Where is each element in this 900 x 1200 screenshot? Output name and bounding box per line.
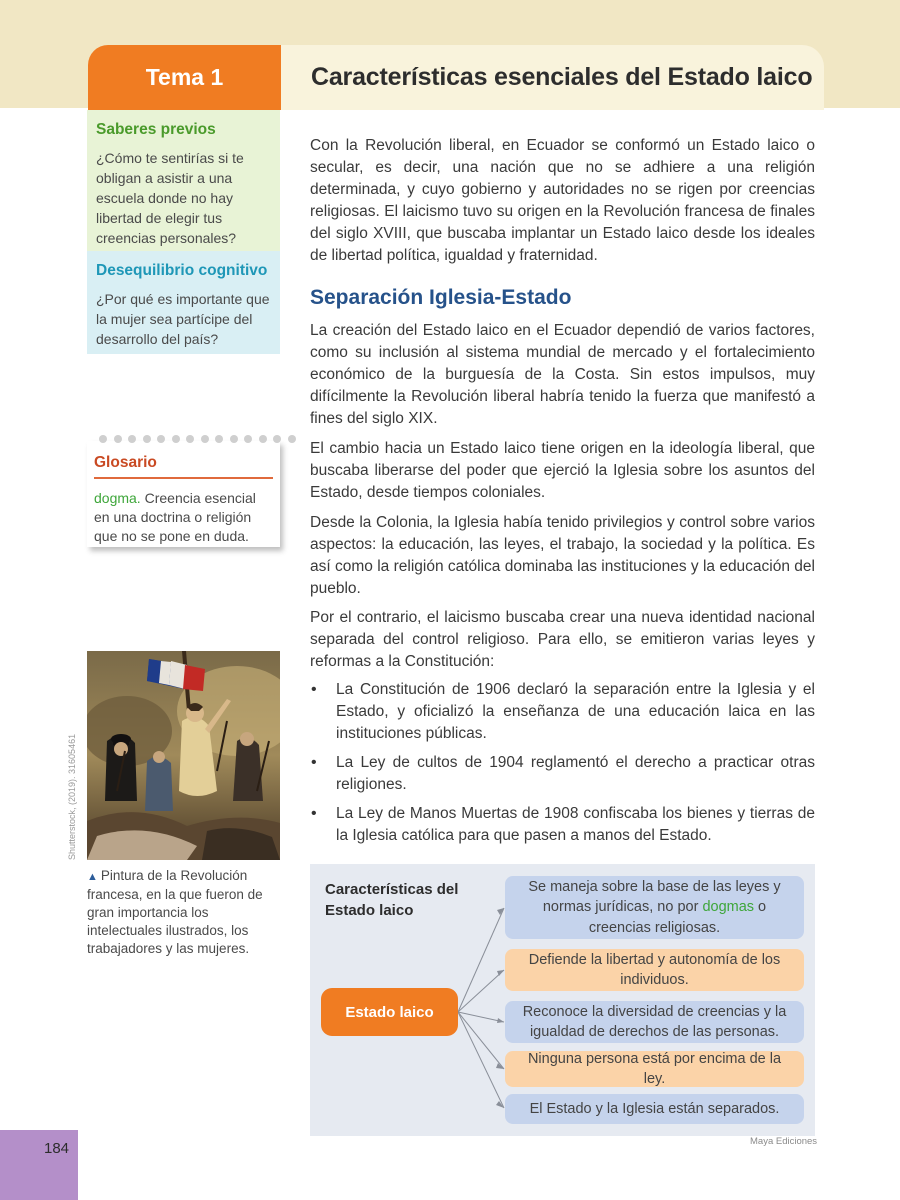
intro-paragraph: Con la Revolución liberal, en Ecuador se conformó un Estado laico o secular, es decir, una nación que no se adhiere a una religión determinada, y cuyo gobierno y autoridades no se rigen por creencias religiosas. El laicismo tuvo su origen en la Revolución francesa de finales del siglo XVIII, que buscaba implantar un Estado laico desde los ideales de libertad política, igualdad y fraternidad. [310, 137, 815, 264]
node-text: Se maneja sobre la base de las leyes y normas jurídicas, no por [528, 878, 781, 916]
body-paragraph: Por el contrario, el laicismo buscaba crear una nueva identidad nacional separada del control religioso. Para ello, se emitieron varias leyes y reformas a la Constitución: [310, 609, 815, 670]
tema-tab [88, 45, 281, 110]
list-item: • La Constitución de 1906 declaró la separación entre la Iglesia y el Estado, y oficializó la enseñanza de una educación laica en las instituciones públicas. [310, 679, 815, 745]
list-item: • La Ley de Manos Muertas de 1908 confiscaba los bienes y tierras de la Iglesia católica para que pasen a manos del Estado. [310, 803, 815, 847]
node-keyword: dogmas [702, 899, 755, 916]
title-tab [281, 45, 824, 110]
diagram-node-leyes [505, 876, 804, 939]
saberes-previos-box [87, 110, 280, 251]
body-paragraph: Desde la Colonia, la Iglesia había tenido privilegios y control sobre varios aspectos: la educación, las leyes, el trabajo, la sociedad y la política. Es así como la religión católica dominaba las instituciones y la educación del pueblo. [310, 514, 815, 597]
tema-label: Tema 1 [145, 64, 224, 90]
concept-diagram [310, 864, 815, 1136]
page-title: Características esenciales del Estado laico [311, 63, 813, 91]
saberes-heading: Saberes previos [96, 121, 216, 138]
caption-triangle-icon: ▲ [87, 871, 98, 883]
publisher-credit: Maya Ediciones [750, 1136, 818, 1147]
image-caption [87, 867, 280, 958]
diagram-title: Características del Estado laico [325, 881, 459, 919]
diagram-node-diversidad: Reconoce la diversidad de creencias y la igualdad de derechos de las personas. [505, 1001, 804, 1043]
page-number: 184 [44, 1140, 70, 1157]
desequilibrio-heading: Desequilibrio cognitivo [96, 262, 268, 279]
diagram-node-separados: El Estado y la Iglesia están separados. [505, 1094, 804, 1124]
desequilibrio-text: ¿Por qué es importante que la mujer sea partícipe del desarrollo del país? [96, 291, 270, 347]
caption-text: Pintura de la Revolución francesa, en la que fueron de gran importancia los intelectuales ilustrados, los trabajadores y las mujeres. [87, 868, 263, 956]
glosario-heading: Glosario [94, 441, 273, 479]
glosario-term: dogma. [94, 490, 141, 506]
glosario-entry [94, 489, 273, 546]
image-credit: Shutterstock, (2019). 31605461 [67, 733, 77, 860]
list-item: • La Ley de cultos de 1904 reglamentó el derecho a practicar otras religiones. [310, 752, 815, 796]
desequilibrio-box [87, 251, 280, 354]
page-number-tab [0, 1130, 78, 1200]
revolution-painting [87, 651, 280, 860]
node-text: o creencias religiosas. [588, 899, 767, 936]
saberes-text: ¿Cómo te sentirías si te obligan a asistir a una escuela donde no hay libertad de elegir tus creencias personales? [96, 150, 244, 246]
body-paragraph: El cambio hacia un Estado laico tiene origen en la ideología liberal, que buscaba liberarse del poder que ejerció la Iglesia sobre los asuntos del Estado, desde tiempos coloniales. [310, 440, 815, 501]
glosario-definition: Creencia esencial en una doctrina o religión que no se pone en duda. [94, 490, 256, 544]
section-heading: Separación Iglesia-Estado [310, 286, 572, 309]
diagram-node-ley: Ninguna persona está por encima de la ley. [505, 1051, 804, 1087]
diagram-center-node: Estado laico [321, 988, 458, 1036]
laws-list [310, 679, 815, 854]
glosario-card [87, 441, 280, 547]
diagram-node-libertad: Defiende la libertad y autonomía de los individuos. [505, 949, 804, 991]
body-paragraph: La creación del Estado laico en el Ecuador dependió de varios factores, como su inclusión al sistema mundial de mercado y el fortalecimiento económico de la burguesía de la Costa. Sin estos impulsos, muy difícilmente la Revolución liberal habría tenido la fuerza que manifestó a fines del siglo XIX. [310, 322, 815, 427]
notebook-rings [99, 435, 296, 443]
